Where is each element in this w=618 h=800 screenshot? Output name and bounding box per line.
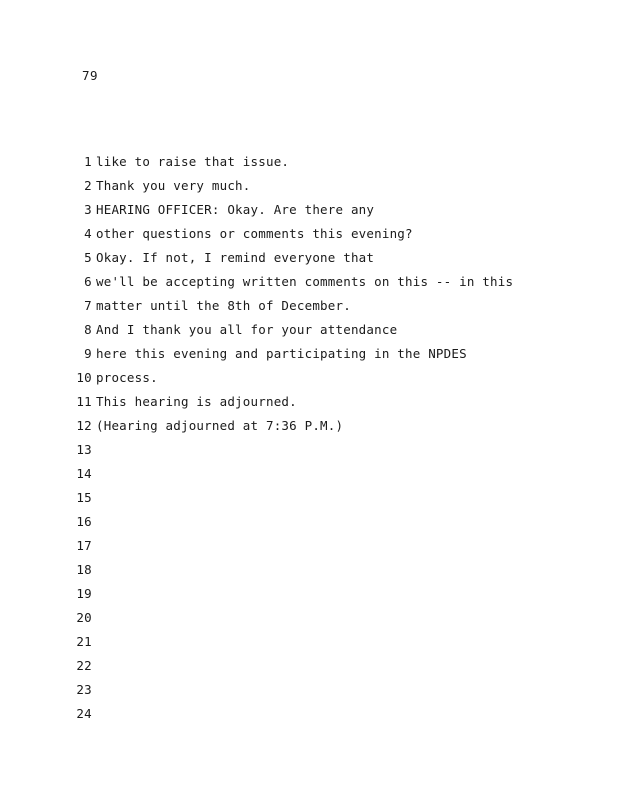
line-number: 3 [84,202,92,217]
line-number: 13 [76,442,92,457]
transcript-line [0,534,618,558]
line-number: 5 [84,250,92,265]
transcript-line [0,270,618,294]
line-number: 8 [84,322,92,337]
transcript-line [0,246,618,270]
line-number: 22 [76,658,92,673]
line-number: 6 [84,274,92,289]
transcript-line [0,582,618,606]
line-text: And I thank you all for your attendance [96,322,398,337]
line-number: 11 [76,394,92,409]
line-number: 15 [76,490,92,505]
transcript-line [0,654,618,678]
line-text: This hearing is adjourned. [96,394,297,409]
transcript-body [0,150,618,726]
transcript-line [0,558,618,582]
transcript-line [0,462,618,486]
transcript-line [0,390,618,414]
line-text: matter until the 8th of December. [96,298,351,313]
transcript-line [0,318,618,342]
line-number: 21 [76,634,92,649]
line-text: other questions or comments this evening? [96,226,413,241]
transcript-line [0,414,618,438]
transcript-line [0,438,618,462]
line-number: 18 [76,562,92,577]
line-number: 4 [84,226,92,241]
transcript-line [0,630,618,654]
line-text: HEARING OFFICER: Okay. Are there any [96,202,375,217]
transcript-line [0,150,618,174]
line-text: process. [96,370,158,385]
line-text: Thank you very much. [96,178,251,193]
line-number: 20 [76,610,92,625]
page-number: 79 [82,68,99,83]
transcript-line [0,606,618,630]
line-text: (Hearing adjourned at 7:36 P.M.) [96,418,344,433]
transcript-line [0,174,618,198]
line-number: 1 [84,154,92,169]
line-text: Okay. If not, I remind everyone that [96,250,375,265]
line-number: 12 [76,418,92,433]
line-number: 14 [76,466,92,481]
transcript-line [0,510,618,534]
line-text: here this evening and participating in the NPDES [96,346,467,361]
line-number: 24 [76,706,92,721]
transcript-line [0,294,618,318]
line-number: 9 [84,346,92,361]
line-number: 16 [76,514,92,529]
line-number: 10 [76,370,92,385]
transcript-line [0,702,618,726]
transcript-line [0,342,618,366]
transcript-line [0,222,618,246]
line-text: we'll be accepting written comments on this -- in this [96,274,514,289]
transcript-line [0,366,618,390]
transcript-line [0,678,618,702]
line-text: like to raise that issue. [96,154,290,169]
line-number: 23 [76,682,92,697]
transcript-line [0,486,618,510]
line-number: 7 [84,298,92,313]
line-number: 17 [76,538,92,553]
line-number: 19 [76,586,92,601]
line-number: 2 [84,178,92,193]
transcript-line [0,198,618,222]
